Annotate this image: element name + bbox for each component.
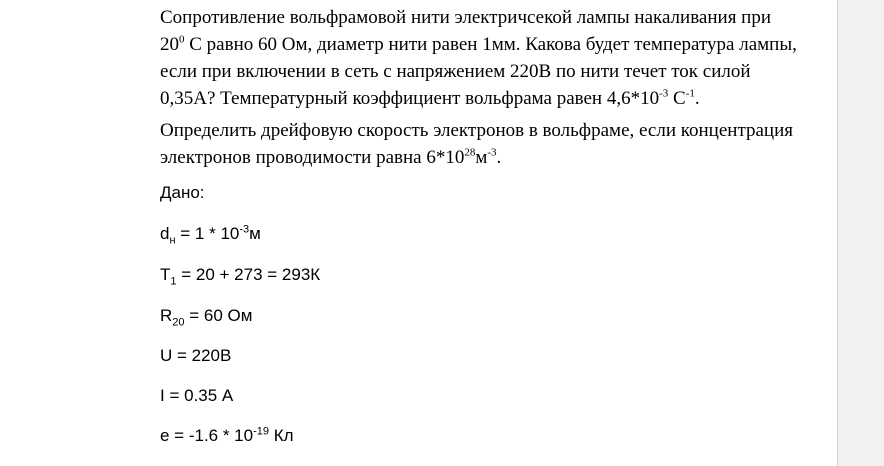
exponent-superscript: -3 [239,223,250,236]
problem-1-text-a: Сопротивление вольфрамовой нити электричсекой лампы накаливания при 20 [160,7,772,55]
exponent-superscript: -1 [685,87,695,100]
given-charge [160,426,294,446]
unit: м [249,224,261,243]
given-temperature [160,265,321,288]
given-diameter [160,223,261,247]
given-heading: Дано: [160,183,205,202]
given-resistance [160,306,253,329]
subscript: 20 [172,316,185,329]
problem-1-text-b: С равно 60 Ом, диаметр нити равен 1мм. Какова будет температура лампы, если при включении в сеть с напряжением 220В по нити течет ток силой 0,35А? Температурный коэффициент вольфрама равен 4,6*10 [160,34,797,109]
symbol: d [160,224,170,243]
equation: = 20 + 273 = 293К [176,265,321,284]
exponent-superscript: -3 [487,146,497,159]
degree-superscript: 0 [179,33,185,46]
exponent-superscript: 28 [464,146,476,159]
unit: Кл [269,426,294,445]
given-current: I = 0.35 А [160,386,234,405]
symbol: T [160,265,171,284]
given-voltage: U = 220В [160,346,232,365]
problem-2-text-a: Определить дрейфовую скорость электронов в вольфраме, если концентрация электронов проводимости равна 6*10 [160,120,793,168]
problem-2-text-c: . [496,147,502,168]
equation: e = -1.6 * 10 [160,426,254,445]
exponent-superscript: -19 [253,425,269,438]
page-side-margin [837,0,884,466]
equation: = 1 * 10 [175,224,240,243]
problem-paragraph-1 [160,4,800,112]
problem-1-text-c: С [668,88,686,109]
subscript: 1 [170,275,177,288]
symbol: R [160,306,173,325]
problem-paragraph-2 [160,117,800,171]
subscript: н [169,234,176,247]
exponent-superscript: -3 [659,87,669,100]
problem-1-text-d: . [694,88,700,109]
equation: = 60 Ом [184,306,253,325]
problem-2-text-b: м [475,147,488,168]
